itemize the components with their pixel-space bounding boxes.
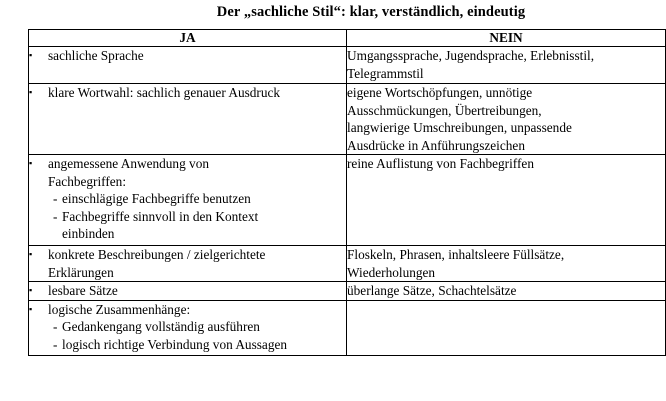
header-nein: NEIN — [347, 30, 666, 47]
nein-line: Umgangssprache, Jugendsprache, Erlebnisstil, — [347, 48, 595, 63]
ja-cell — [29, 300, 347, 355]
dash-prefix: - — [53, 336, 58, 352]
square-bullet-icon: ▪ — [29, 87, 33, 97]
square-bullet-icon: ▪ — [29, 249, 33, 259]
ja-cell — [29, 84, 347, 155]
nein-cell — [347, 246, 666, 282]
document-title: Der „sachliche Stil“: klar, verständlich, eindeutig — [216, 4, 526, 20]
dash-prefix: - — [53, 208, 58, 224]
ja-main-text: sachliche Sprache — [48, 48, 144, 63]
ja-sub-item — [29, 318, 346, 336]
ja-main-text: angemessene Anwendung von — [48, 156, 210, 171]
nein-line: eigene Wortschöpfungen, unnötige — [347, 85, 533, 100]
square-bullet-icon: ▪ — [29, 158, 33, 168]
sub-item-text: einschlägige Fachbegriffe benutzen — [62, 191, 251, 206]
nein-line: Floskeln, Phrasen, inhaltsleere Füllsätze, — [347, 247, 565, 262]
square-bullet-icon: ▪ — [29, 285, 33, 295]
table-row — [29, 155, 666, 246]
nein-cell — [347, 282, 666, 301]
dash-prefix: - — [53, 191, 58, 206]
ja-main-text-cont: Erklärungen — [48, 264, 114, 280]
nein-cell — [347, 47, 666, 84]
sub-item-text-cont: einbinden — [62, 226, 115, 241]
table-row — [29, 300, 666, 355]
ja-main-text-cont: Fachbegriffen: — [48, 173, 127, 189]
ja-cell — [29, 155, 347, 246]
nein-line: überlange Sätze, Schachtelsätze — [347, 283, 517, 298]
nein-line: Ausschmückungen, Übertreibungen, — [347, 102, 542, 118]
table-row — [29, 282, 666, 301]
ja-sub-item — [29, 208, 346, 226]
header-ja: JA — [29, 30, 347, 47]
dash-prefix: - — [53, 319, 58, 334]
table-header-row — [29, 30, 666, 47]
sub-item-text: Fachbegriffe sinnvoll in den Kontext — [62, 208, 259, 224]
square-bullet-icon: ▪ — [29, 50, 33, 60]
nein-cell — [347, 84, 666, 155]
ja-cell — [29, 47, 347, 84]
table-row — [29, 47, 666, 84]
nein-line: Wiederholungen — [347, 264, 436, 280]
nein-line: Telegrammstil — [347, 65, 424, 81]
ja-main-text: logische Zusammenhänge: — [48, 301, 191, 317]
nein-cell — [347, 155, 666, 246]
comparison-table — [28, 29, 666, 356]
nein-cell-empty — [347, 300, 666, 355]
square-bullet-icon: ▪ — [29, 303, 33, 314]
ja-cell — [29, 282, 347, 301]
ja-main-text: konkrete Beschreibungen / zielgerichtete — [48, 247, 266, 262]
sub-item-text: logisch richtige Verbindung von Aussagen — [62, 336, 288, 352]
ja-main-text: klare Wortwahl: sachlich genauer Ausdruck — [48, 85, 281, 100]
sub-item-text: Gedankengang vollständig ausführen — [62, 319, 260, 334]
ja-main-text: lesbare Sätze — [48, 283, 118, 298]
table-row — [29, 84, 666, 155]
ja-sub-item — [29, 336, 346, 354]
ja-cell — [29, 246, 347, 282]
table-row — [29, 246, 666, 282]
nein-line: reine Auflistung von Fachbegriffen — [347, 156, 534, 171]
nein-line: langwierige Umschreibungen, unpassende — [347, 120, 572, 135]
ja-sub-item — [29, 190, 346, 208]
nein-line: Ausdrücke in Anführungszeichen — [347, 137, 525, 153]
